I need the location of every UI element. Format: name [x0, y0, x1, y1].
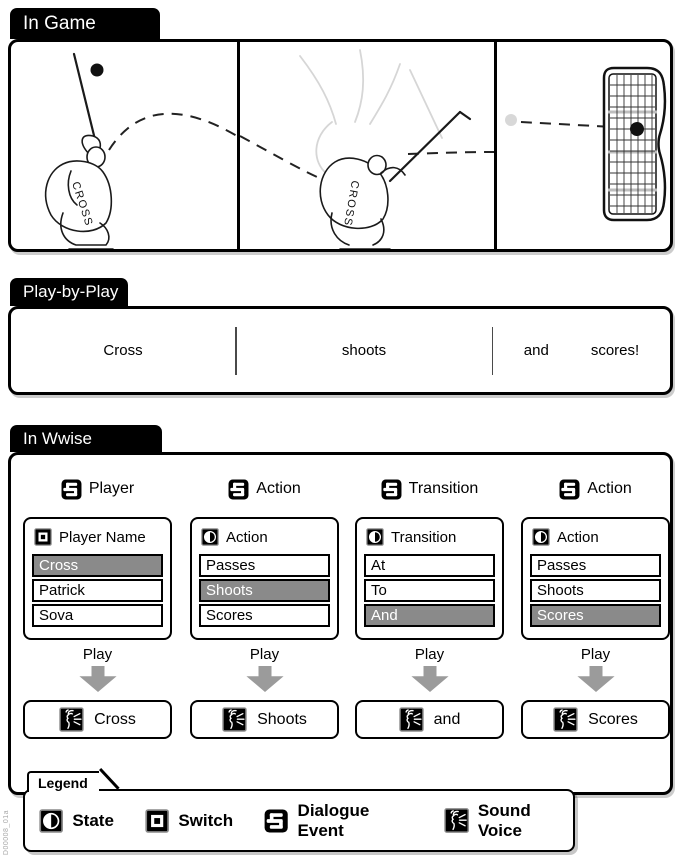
dialogue-event-label: Player — [88, 480, 135, 497]
switch-group-box — [23, 517, 172, 640]
state-group-box — [355, 517, 504, 640]
play-by-play-word: Cross — [103, 342, 143, 359]
state-item: Scores — [199, 604, 330, 627]
in-wwise-panel — [8, 452, 673, 795]
wwise-column-player — [23, 478, 172, 739]
group-title: Transition — [391, 528, 457, 546]
legend-tab: Legend — [27, 771, 99, 792]
dialogue-event-icon — [559, 479, 580, 500]
figure-id-label: D00008_01a — [3, 810, 10, 856]
wwise-column-action-1 — [190, 478, 339, 739]
goal-net-icon — [604, 68, 665, 220]
sound-voice-label: Cross — [94, 710, 136, 728]
play-label: Play — [249, 646, 280, 663]
sound-voice-label: and — [433, 710, 461, 728]
switch-item: Sova — [32, 604, 163, 627]
play-by-play-panel — [8, 306, 673, 395]
wwise-column-action-2 — [521, 478, 670, 739]
play-by-play-word: shoots — [341, 342, 387, 359]
sound-voice-icon — [59, 707, 84, 732]
in-wwise-tab: In Wwise — [10, 425, 162, 452]
legend-label-dialogue-event: Dialogue Event — [297, 800, 370, 840]
sound-voice-icon — [222, 707, 247, 732]
puck-icon — [91, 64, 104, 77]
group-title: Player Name — [59, 528, 146, 546]
dialogue-event-icon — [381, 479, 402, 500]
sound-voice-box — [190, 700, 339, 739]
legend-label-state: State — [72, 810, 114, 830]
down-arrow-icon — [577, 666, 615, 692]
state-item: Passes — [199, 554, 330, 577]
in-game-panel — [8, 39, 673, 252]
state-group-box — [190, 517, 339, 640]
dialogue-event-label: Action — [256, 480, 301, 497]
state-item: At — [364, 554, 495, 577]
sound-voice-icon — [553, 707, 578, 732]
state-icon — [366, 528, 384, 546]
play-by-play-word: scores! — [590, 342, 640, 359]
state-icon — [39, 808, 63, 834]
legend-label-sound-voice: Sound Voice — [477, 800, 531, 840]
state-icon — [201, 528, 219, 546]
jersey-name-label: CROSS — [69, 180, 95, 229]
sound-voice-icon — [444, 807, 469, 834]
dialogue-event-icon — [228, 479, 249, 500]
switch-icon — [145, 808, 169, 834]
wwise-column-transition — [355, 478, 504, 739]
switch-item: Cross — [32, 554, 163, 577]
state-item: Passes — [530, 554, 661, 577]
play-label: Play — [580, 646, 611, 663]
state-item: To — [364, 579, 495, 602]
puck-in-net-icon — [630, 122, 644, 136]
sound-voice-label: Scores — [588, 710, 638, 728]
sound-voice-box — [521, 700, 670, 739]
play-label: Play — [82, 646, 113, 663]
down-arrow-icon — [411, 666, 449, 692]
dialogue-event-label: Transition — [408, 480, 479, 497]
state-group-box — [521, 517, 670, 640]
dialogue-event-label: Action — [587, 480, 632, 497]
dialogue-event-icon — [264, 808, 288, 834]
legend-label-switch: Switch — [178, 810, 234, 830]
in-game-tab: In Game — [10, 8, 160, 39]
dialogue-event-icon — [61, 479, 82, 500]
puck-ghost-icon — [505, 114, 517, 126]
legend-box — [23, 789, 575, 852]
sound-voice-box — [23, 700, 172, 739]
sound-voice-label: Shoots — [257, 710, 307, 728]
group-title: Action — [557, 528, 599, 546]
frame-1-player-windup-illustration — [11, 42, 237, 249]
play-by-play-tab: Play-by-Play — [10, 278, 128, 306]
frame-2-player-shot-illustration — [240, 42, 494, 249]
sound-voice-icon — [399, 707, 424, 732]
state-item: Shoots — [199, 579, 330, 602]
switch-item: Patrick — [32, 579, 163, 602]
down-arrow-icon — [79, 666, 117, 692]
down-arrow-icon — [246, 666, 284, 692]
group-title: Action — [226, 528, 268, 546]
state-item: And — [364, 604, 495, 627]
sound-voice-box — [355, 700, 504, 739]
jersey-name-label: CROSS — [340, 179, 361, 228]
switch-icon — [34, 528, 52, 546]
state-item: Scores — [530, 604, 661, 627]
frame-3-goal-illustration — [497, 42, 670, 249]
state-item: Shoots — [530, 579, 661, 602]
play-label: Play — [414, 646, 445, 663]
state-icon — [532, 528, 550, 546]
play-by-play-word: and — [523, 342, 549, 359]
